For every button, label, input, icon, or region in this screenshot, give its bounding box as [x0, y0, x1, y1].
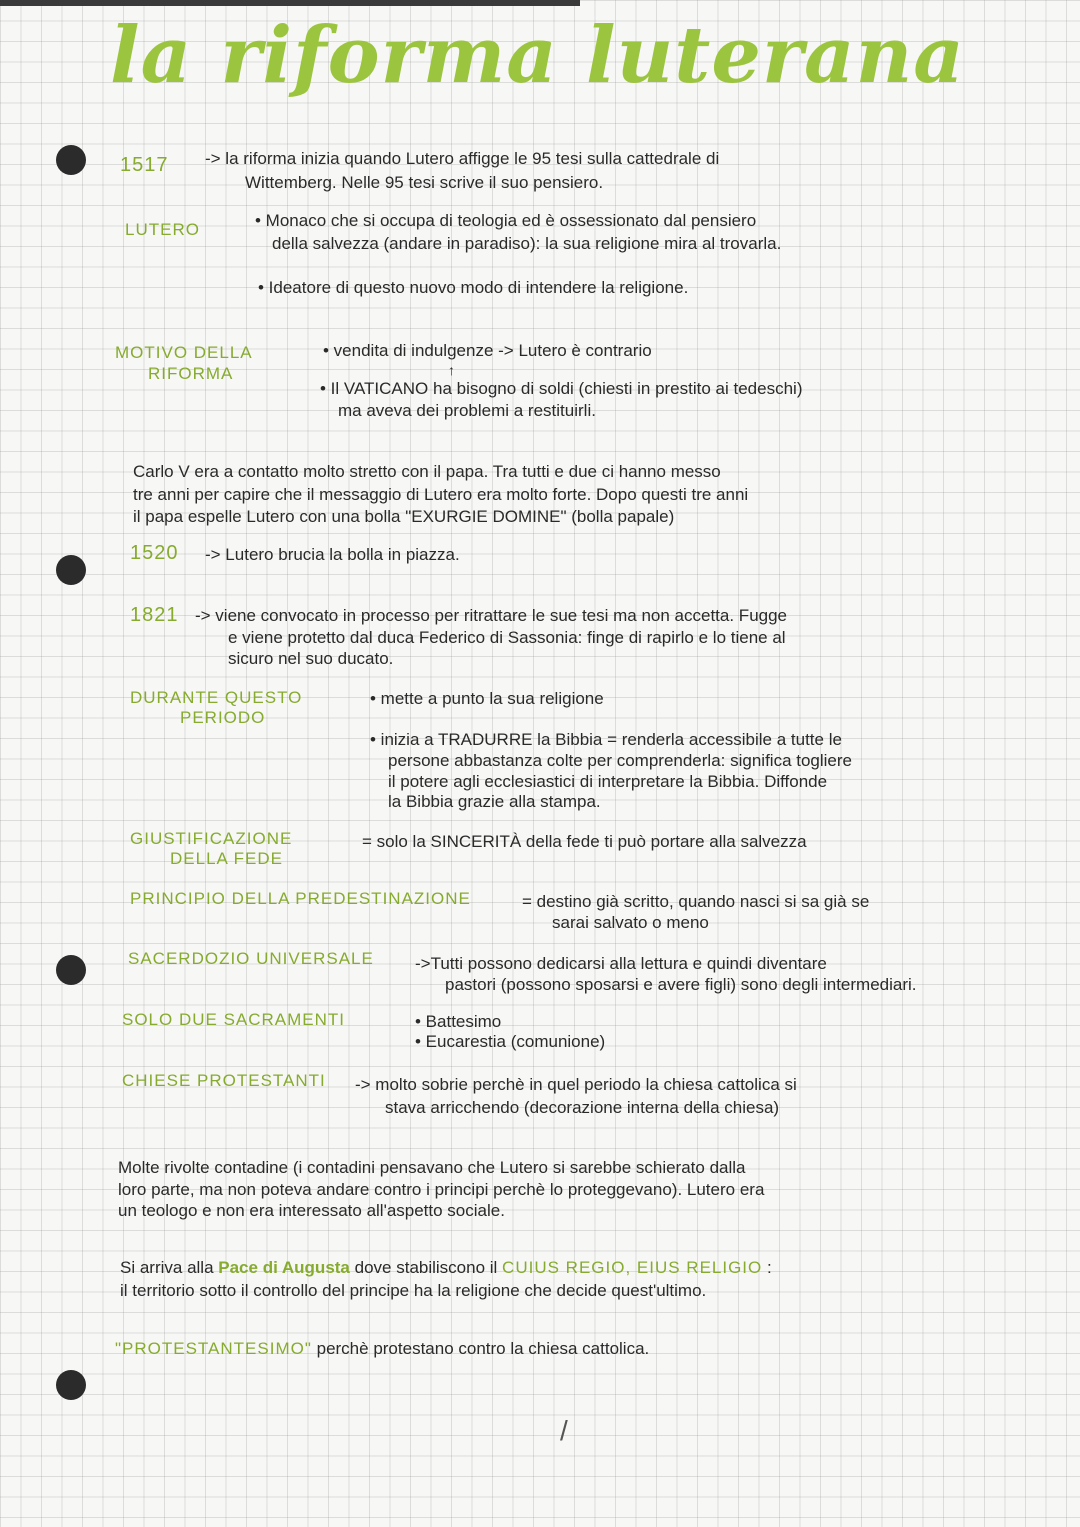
pace-highlight: Pace di Augusta	[218, 1258, 350, 1277]
motivo-bullet-1: • vendita di indulgenze -> Lutero è contrario	[323, 341, 652, 360]
protestantesimo-text: perchè protestano contro la chiesa cattolica.	[311, 1339, 650, 1358]
label-chiese: CHIESE PROTESTANTI	[122, 1071, 326, 1090]
sacerdozio-line2: pastori (possono sposarsi e avere figli) sono degli intermediari.	[445, 975, 917, 994]
pace-line2: il territorio sotto il controllo del principe ha la religione che decide quest'ultimo.	[120, 1281, 707, 1300]
punch-hole	[56, 1370, 86, 1400]
label-durante-1: DURANTE QUESTO	[130, 688, 303, 707]
label-motivo-2: RIFORMA	[148, 364, 234, 383]
text-1821-line3: sicuro nel suo ducato.	[228, 649, 394, 668]
rivolte-line3: un teologo e non era interessato all'aspetto sociale.	[118, 1201, 505, 1220]
label-giustificazione-1: GIUSTIFICAZIONE	[130, 829, 293, 848]
label-sacramenti: SOLO DUE SACRAMENTI	[122, 1010, 346, 1029]
sacramento-1: • Battesimo	[415, 1012, 502, 1031]
chiese-line2: stava arricchendo (decorazione interna della chiesa)	[385, 1098, 780, 1117]
label-motivo-1: MOTIVO DELLA	[115, 343, 253, 362]
page-top-edge	[0, 0, 580, 6]
punch-hole	[56, 145, 86, 175]
chiese-line1: -> molto sobrie perchè in quel periodo la chiesa cattolica si	[355, 1075, 797, 1094]
pace-line1	[120, 1257, 772, 1278]
year-1821: 1821	[130, 604, 179, 626]
text-1520: -> Lutero brucia la bolla in piazza.	[205, 545, 460, 564]
durante-bullet-2-cont3: la Bibbia grazie alla stampa.	[388, 792, 601, 811]
text-1821-line2: e viene protetto dal duca Federico di Sassonia: finge di rapirlo e lo tiene al	[228, 628, 786, 647]
durante-bullet-2-cont2: il potere agli ecclesiastici di interpretare la Bibbia. Diffonde	[388, 772, 828, 791]
punch-hole	[56, 955, 86, 985]
predestinazione-line1: = destino già scritto, quando nasci si sa già se	[522, 892, 870, 911]
label-lutero: LUTERO	[125, 220, 200, 239]
page-title: la riforma luterana	[110, 10, 965, 101]
durante-bullet-2-cont1: persone abbastanza colte per comprenderla: significa togliere	[388, 751, 852, 770]
year-1520: 1520	[130, 542, 179, 564]
pace-pre: Si arriva alla	[120, 1258, 219, 1277]
protestantesimo-line	[115, 1338, 649, 1359]
text-1821-line1: -> viene convocato in processo per ritrattare le sue tesi ma non accetta. Fugge	[195, 606, 788, 625]
label-giustificazione-2: DELLA FEDE	[170, 849, 283, 868]
sacramento-2: • Eucarestia (comunione)	[415, 1032, 606, 1051]
label-durante-2: PERIODO	[180, 708, 266, 727]
carlo-line2: tre anni per capire che il messaggio di Lutero era molto forte. Dopo questi tre anni	[133, 485, 749, 504]
text-1517-line2: Wittemberg. Nelle 95 tesi scrive il suo pensiero.	[245, 173, 604, 192]
lutero-bullet-1-cont: della salvezza (andare in paradiso): la sua religione mira al trovarla.	[272, 234, 782, 253]
cuius-regio-highlight: CUIUS REGIO, EIUS RELIGIO	[502, 1258, 763, 1277]
motivo-bullet-2: • Il VATICANO ha bisogno di soldi (chiesti in prestito ai tedeschi)	[320, 379, 803, 398]
durante-bullet-1: • mette a punto la sua religione	[370, 689, 604, 708]
lutero-bullet-2: • Ideatore di questo nuovo modo di intendere la religione.	[258, 278, 689, 297]
pace-mid: dove stabiliscono il	[349, 1258, 503, 1277]
predestinazione-line2: sarai salvato o meno	[552, 913, 709, 932]
label-predestinazione: PRINCIPIO DELLA PREDESTINAZIONE	[130, 889, 471, 908]
punch-hole	[56, 555, 86, 585]
pace-post: :	[762, 1258, 772, 1277]
carlo-line3: il papa espelle Lutero con una bolla "EXURGIE DOMINE" (bolla papale)	[133, 507, 675, 526]
lutero-bullet-1: • Monaco che si occupa di teologia ed è ossessionato dal pensiero	[255, 211, 757, 230]
pen-mark: /	[560, 1415, 568, 1446]
sacerdozio-line1: ->Tutti possono dedicarsi alla lettura e quindi diventare	[415, 954, 827, 973]
durante-bullet-2: • inizia a TRADURRE la Bibbia = renderla accessibile a tutte le	[370, 730, 842, 749]
arrow-up-icon: ↑	[448, 362, 455, 378]
rivolte-line2: loro parte, ma non poteva andare contro i principi perchè lo proteggevano). Lutero era	[118, 1180, 765, 1199]
label-sacerdozio: SACERDOZIO UNIVERSALE	[128, 949, 374, 968]
carlo-line1: Carlo V era a contatto molto stretto con il papa. Tra tutti e due ci hanno messo	[133, 462, 721, 481]
giustificazione-text: = solo la SINCERITÀ della fede ti può portare alla salvezza	[362, 832, 807, 851]
year-1517: 1517	[120, 154, 169, 176]
rivolte-line1: Molte rivolte contadine (i contadini pensavano che Lutero si sarebbe schierato dalla	[118, 1158, 746, 1177]
motivo-bullet-2-cont: ma aveva dei problemi a restituirli.	[338, 401, 596, 420]
text-1517-line1: -> la riforma inizia quando Lutero affigge le 95 tesi sulla cattedrale di	[205, 149, 720, 168]
label-protestantesimo: "PROTESTANTESIMO"	[115, 1339, 312, 1358]
